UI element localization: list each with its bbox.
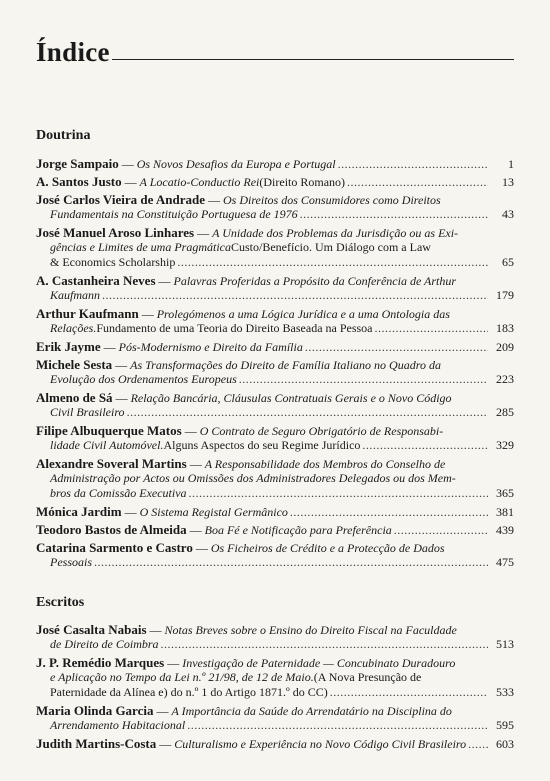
entry-title-text: O Sistema Registal Germânico [139,505,288,519]
entry-dash: — [189,523,202,537]
entry-dash: — [121,157,134,171]
toc-entry-line [36,456,514,471]
toc-list-escritos [36,622,514,754]
entry-title-text: Paternidade da Alínea e) do n.º 1 do Artigo 1871.º do CC) [50,685,328,699]
section-heading-doutrina: Doutrina [36,128,91,143]
leader-dots [347,175,488,189]
entry-dash: — [197,226,210,240]
entry-title-text: Investigação de Paternidade — Concubinato Duradouro [182,656,456,670]
entry-title-text: Alguns Aspectos do seu Regime Jurídico [163,438,361,452]
toc-entry[interactable] [36,622,514,652]
toc-entry[interactable] [36,192,514,222]
toc-entry-line [36,670,514,685]
entry-dash: — [159,737,172,751]
entry-title-text: bros da Comissão Executiva [50,486,187,500]
entry-title-text: lidade Civil Automóvel. [50,438,164,452]
entry-page-number: 65 [502,255,514,269]
entry-title-text: de Direito de Coimbra [50,637,159,651]
entry-title-text: A Importância da Saúde do Arrendatário na Disciplina do [171,704,452,718]
entry-author: Teodoro Bastos de Almeida [36,522,187,537]
toc-entry-line [36,703,514,718]
leader-dots [161,637,488,652]
toc-entry-line [36,240,514,255]
toc-entry[interactable] [36,504,514,519]
entry-title-text: Custo/Benefício. Um Diálogo com a Law [230,240,431,254]
toc-list-doutrina [36,156,514,573]
entry-title-text: Fundamentais na Constituição Portuguesa de 1976 [50,207,298,221]
leader-dots [362,438,488,453]
entry-author: Michele Sesta [36,357,113,372]
entry-dash: — [124,505,137,519]
entry-dash: — [167,656,180,670]
entry-author: Almeno de Sá [36,390,113,405]
toc-entry-line [36,718,514,733]
entry-author: A. Castanheira Neves [36,273,156,288]
toc-entry[interactable] [36,273,514,303]
toc-entry[interactable] [36,390,514,420]
entry-page-number: 179 [496,288,514,302]
toc-entry-line [36,339,514,354]
entry-author: A. Santos Justo [36,174,122,189]
entry-page-number: 365 [496,486,514,500]
entry-title-text: Prolegómenos a uma Lógica Jurídica e a uma Ontologia das [156,307,450,321]
entry-page-number: 43 [502,207,514,221]
toc-entry-line [36,288,514,303]
toc-entry-line [36,273,514,288]
toc-entry-line [36,192,514,207]
toc-entry-line [36,637,514,652]
toc-entry-line [36,390,514,405]
index-title-row [36,30,514,66]
entry-page-number: 381 [496,505,514,519]
toc-entry[interactable] [36,522,514,537]
leader-dots [468,737,488,751]
entry-dash: — [158,274,171,288]
toc-entry-line [36,540,514,555]
entry-author: Arthur Kaufmann [36,306,139,321]
toc-entry-line [36,555,514,570]
entry-title-text: Kaufmann [50,288,101,302]
leader-dots [394,523,488,537]
toc-entry-line [36,174,514,189]
toc-entry-line [36,207,514,222]
entry-dash: — [141,307,154,321]
toc-entry[interactable] [36,655,514,700]
entry-author: José Casalta Nabais [36,622,147,637]
entry-author: J. P. Remédio Marques [36,655,165,670]
entry-title-text: & Economics Scholarship [50,255,176,269]
entry-author: Maria Olinda Garcia [36,703,154,718]
leader-dots [239,372,488,387]
entry-title-text: Os Direitos dos Consumidores como Direitos [223,193,441,207]
toc-entry-line [36,156,514,171]
entry-title-text: (Direito Romano) [259,175,346,189]
toc-entry-line [36,423,514,438]
entry-page-number: 513 [496,637,514,651]
entry-title-text: As Transformações do Direito de Família Italiano no Quadro da [130,358,441,372]
entry-dash: — [156,704,169,718]
entry-title-text: Culturalismo e Experiência no Novo Código Civil Brasileiro [174,737,467,751]
entry-author: Judith Martins-Costa [36,736,157,751]
entry-title-text: O Contrato de Seguro Obrigatório de Responsabi- [199,424,444,438]
section-heading-escritos: Escritos [36,595,85,610]
entry-author: Mónica Jardim [36,504,122,519]
toc-entry[interactable] [36,339,514,354]
toc-entry[interactable] [36,736,514,751]
entry-title-text: Pós-Modernismo e Direito da Família [118,340,303,354]
toc-entry-line [36,321,514,336]
toc-entry-line [36,306,514,321]
entry-title-text: Os Ficheiros de Crédito e a Protecção de Dados [210,541,445,555]
entry-title-text: (A Nova Presunção de [313,670,422,684]
leader-dots [338,157,488,171]
entry-dash: — [189,457,202,471]
toc-entry-line [36,655,514,670]
entry-author: Alexandre Soveral Martins [36,456,187,471]
entry-author: José Carlos Vieira de Andrade [36,192,205,207]
entry-dash: — [115,391,128,405]
toc-entry[interactable] [36,306,514,336]
toc-entry[interactable] [36,540,514,570]
entry-title-text: Notas Breves sobre o Ensino do Direito Fiscal na Faculdade [164,623,457,637]
leader-dots [330,685,488,700]
leader-dots [375,321,488,336]
leader-dots [187,718,488,733]
toc-entry-line [36,405,514,420]
leader-dots [127,405,488,420]
entry-title-text: Fundamento de uma Teoria do Direito Baseada na Pessoa [96,321,373,335]
entry-title-text: A Unidade dos Problemas da Jurisdição ou as Exi- [212,226,459,240]
entry-title-text: Pessoais [50,555,92,569]
entry-title-text: A Responsabilidade dos Membros do Conselho de [204,457,446,471]
entry-page-number: 329 [496,438,514,452]
leader-dots [94,555,488,570]
toc-entry-line [36,685,514,700]
entry-title-text: Civil Brasileiro [50,405,125,419]
toc-entry-line [36,255,514,270]
leader-dots [177,255,488,270]
entry-page-number: 1 [508,157,514,171]
entry-page-number: 533 [496,685,514,699]
entry-author: José Manuel Aroso Linhares [36,225,195,240]
entry-author: Erik Jayme [36,339,101,354]
entry-dash: — [149,623,162,637]
entry-title-text: e Aplicação no Tempo da Lei n.º 21/98, de 12 de Maio. [50,670,314,684]
leader-dots [300,207,488,222]
entry-page-number: 595 [496,718,514,732]
entry-title-text: A Locatio-Conductio Rei [139,175,260,189]
entry-title-text: Arrendamento Habitacional [50,718,186,732]
toc-entry[interactable] [36,357,514,387]
entry-dash: — [195,541,208,555]
entry-page-number: 285 [496,405,514,419]
entry-title-text: Evolução dos Ordenamentos Europeus [50,372,237,386]
toc-entry-line [36,486,514,501]
leader-dots [290,505,488,519]
toc-entry-line [36,357,514,372]
entry-dash: — [115,358,128,372]
entry-title-text: Os Novos Desafios da Europa e Portugal [136,157,336,171]
toc-entry-line [36,736,514,751]
toc-entry-line [36,471,514,486]
entry-title-text: Palavras Proferidas a Propósito da Conferência de Arthur [173,274,457,288]
entry-dash: — [124,175,137,189]
entry-page-number: 223 [496,372,514,386]
leader-dots [189,486,488,501]
toc-entry-line [36,504,514,519]
entry-author: Jorge Sampaio [36,156,119,171]
entry-page-number: 475 [496,555,514,569]
entry-author: Filipe Albuquerque Matos [36,423,182,438]
entry-page-number: 183 [496,321,514,335]
leader-dots [305,340,488,354]
entry-title-text: Administração por Actos ou Omissões dos Administradores Delegados ou dos Mem- [50,471,456,485]
entry-dash: — [208,193,220,207]
entry-page-number: 13 [502,175,514,189]
entry-title-text: Relação Bancária, Cláusulas Contratuais Gerais e o Novo Código [130,391,452,405]
entry-dash: — [103,340,116,354]
toc-entry[interactable] [36,156,514,171]
title-rule [112,59,514,60]
page-title: Índice [36,37,110,67]
toc-entry-line [36,522,514,537]
toc-entry-line [36,225,514,240]
entry-title-text: Relações. [50,321,97,335]
toc-entry[interactable] [36,423,514,453]
toc-entry-line [36,622,514,637]
toc-entry-line [36,372,514,387]
toc-entry[interactable] [36,174,514,189]
entry-page-number: 209 [496,340,514,354]
entry-dash: — [184,424,197,438]
entry-page-number: 439 [496,523,514,537]
entry-title-text: Boa Fé e Notificação para Preferência [204,523,392,537]
toc-entry-line [36,438,514,453]
entry-author: Catarina Sarmento e Castro [36,540,193,555]
entry-page-number: 603 [496,737,514,751]
toc-entry[interactable] [36,225,514,270]
toc-entry[interactable] [36,703,514,733]
leader-dots [102,288,488,303]
toc-entry[interactable] [36,456,514,501]
entry-title-text: gências e Limites de uma Pragmática [50,240,231,254]
